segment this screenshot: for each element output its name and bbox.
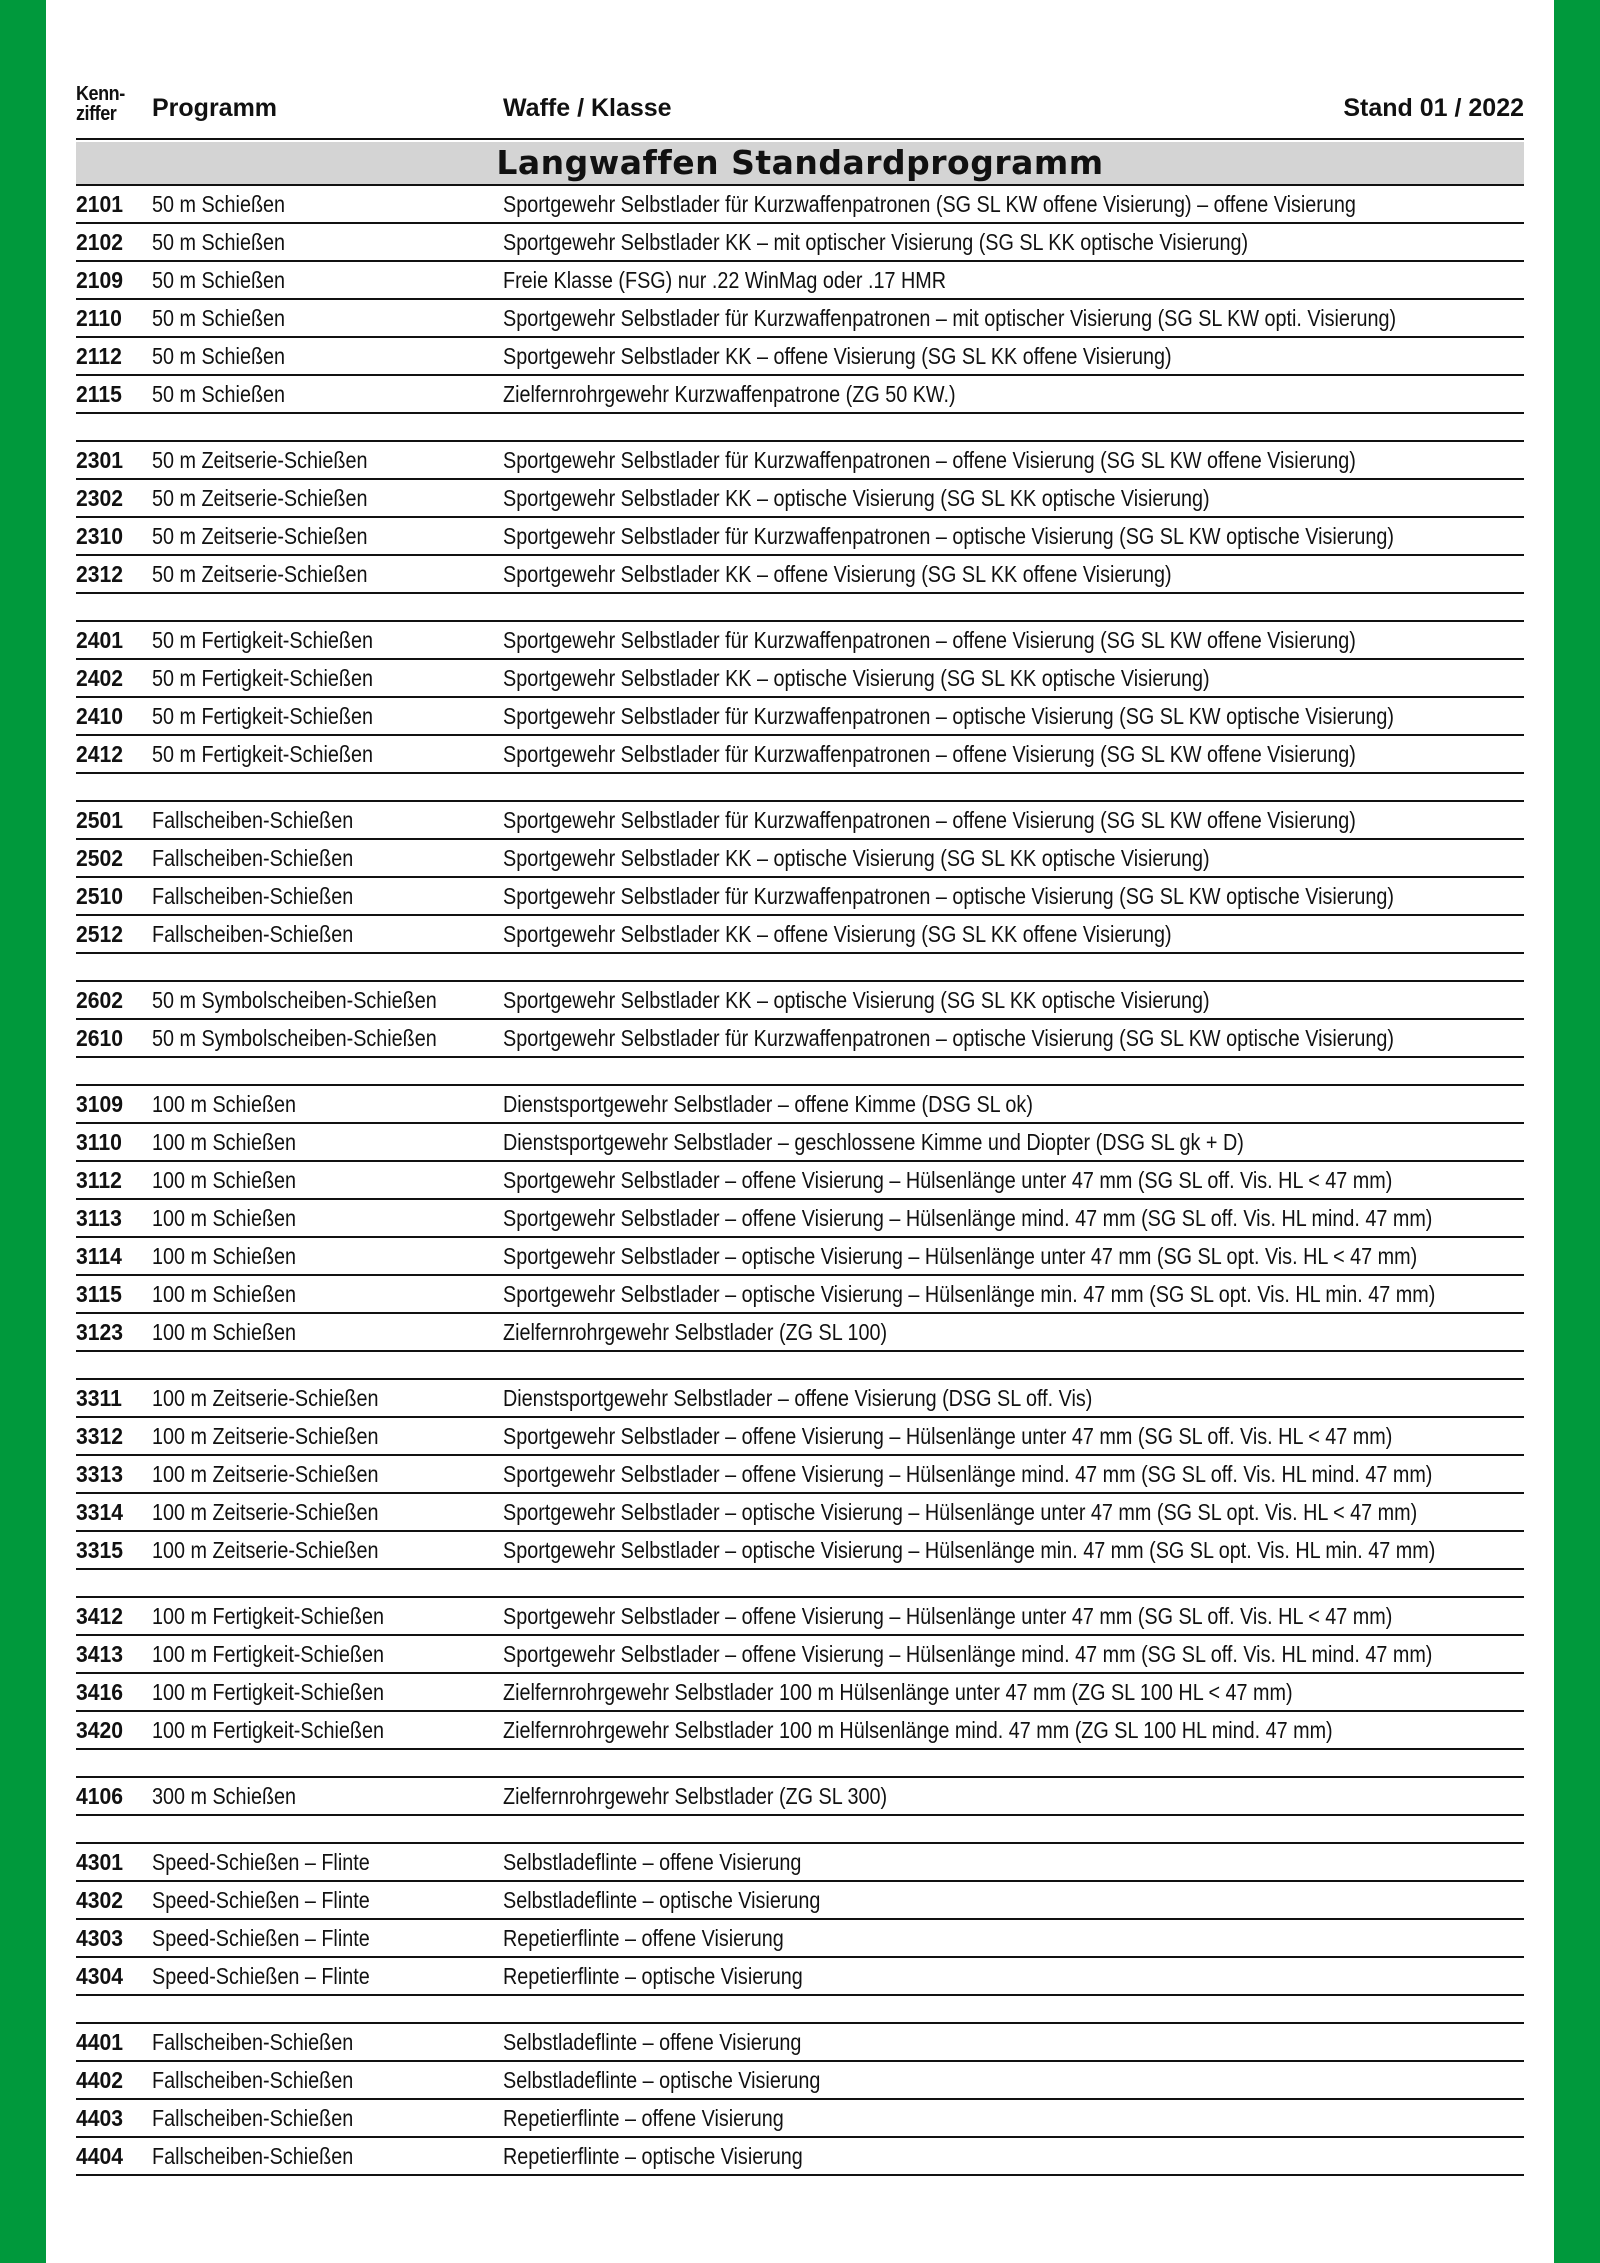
table-row <box>76 1276 1524 1314</box>
row-programm: Fallscheiben-Schießen <box>152 2104 354 2131</box>
row-programm: 100 m Zeitserie-Schießen <box>152 1498 379 1525</box>
row-waffe: Selbstladeflinte – offene Visierung <box>503 1848 802 1875</box>
row-waffe: Freie Klasse (FSG) nur .22 WinMag oder .17 HMR <box>503 266 946 293</box>
table-row <box>76 1712 1524 1750</box>
row-programm: 50 m Fertigkeit-Schießen <box>152 664 373 691</box>
row-programm: Speed-Schießen – Flinte <box>152 1886 370 1913</box>
row-code: 2102 <box>76 228 124 255</box>
table-row <box>76 376 1524 414</box>
row-waffe: Dienstsportgewehr Selbstlader – offene Visierung (DSG SL off. Vis) <box>503 1384 1093 1411</box>
row-waffe: Sportgewehr Selbstlader für Kurzwaffenpatronen – optische Visierung (SG SL KW optische Visierung) <box>503 882 1394 909</box>
table-row <box>76 556 1524 594</box>
row-code: 3113 <box>76 1204 122 1231</box>
row-code: 2109 <box>76 266 124 293</box>
row-programm: 50 m Zeitserie-Schießen <box>152 446 368 473</box>
row-waffe: Sportgewehr Selbstlader – optische Visierung – Hülsenlänge min. 47 mm (SG SL opt. Vis. HL min. 47 mm) <box>503 1536 1436 1563</box>
section-banner: Langwaffen Standardprogramm <box>76 142 1524 186</box>
row-code: 2410 <box>76 702 124 729</box>
table-row <box>76 300 1524 338</box>
table-row <box>76 1162 1524 1200</box>
row-code: 3311 <box>76 1384 122 1411</box>
row-code: 3416 <box>76 1678 124 1705</box>
row-waffe: Sportgewehr Selbstlader KK – optische Visierung (SG SL KK optische Visierung) <box>503 484 1210 511</box>
row-waffe: Sportgewehr Selbstlader – offene Visierung – Hülsenlänge mind. 47 mm (SG SL off. Vis. HL mind. 47 mm) <box>503 1460 1433 1487</box>
row-code: 2512 <box>76 920 124 947</box>
row-code: 4303 <box>76 1924 124 1951</box>
row-programm: 50 m Schießen <box>152 304 286 331</box>
row-programm: 100 m Fertigkeit-Schießen <box>152 1678 384 1705</box>
header-programm: Programm <box>152 94 278 122</box>
row-code: 4106 <box>76 1782 124 1809</box>
row-waffe: Sportgewehr Selbstlader – optische Visierung – Hülsenlänge unter 47 mm (SG SL opt. Vis. HL < 47 mm) <box>503 1498 1418 1525</box>
row-code: 3112 <box>76 1166 122 1193</box>
row-programm: 50 m Fertigkeit-Schießen <box>152 702 373 729</box>
row-code: 2310 <box>76 522 124 549</box>
row-code: 4301 <box>76 1848 124 1875</box>
table-row <box>76 1418 1524 1456</box>
right-green-border <box>1554 0 1600 2263</box>
row-programm: Fallscheiben-Schießen <box>152 920 354 947</box>
row-programm: 100 m Schießen <box>152 1128 297 1155</box>
table-row <box>76 518 1524 556</box>
row-waffe: Sportgewehr Selbstlader für Kurzwaffenpatronen – offene Visierung (SG SL KW offene Visierung) <box>503 806 1356 833</box>
row-code: 3110 <box>76 1128 122 1155</box>
row-programm: 100 m Zeitserie-Schießen <box>152 1384 379 1411</box>
table-row <box>76 186 1524 224</box>
row-programm: 100 m Schießen <box>152 1242 297 1269</box>
row-programm: Fallscheiben-Schießen <box>152 844 354 871</box>
table-header <box>76 84 1524 140</box>
row-group <box>76 186 1524 414</box>
table-row <box>76 1124 1524 1162</box>
row-waffe: Sportgewehr Selbstlader – offene Visierung – Hülsenlänge unter 47 mm (SG SL off. Vis. HL < 47 mm) <box>503 1422 1393 1449</box>
row-code: 2302 <box>76 484 124 511</box>
table-row <box>76 736 1524 774</box>
row-programm: 50 m Symbolscheiben-Schießen <box>152 986 437 1013</box>
row-waffe: Sportgewehr Selbstlader – offene Visierung – Hülsenlänge mind. 47 mm (SG SL off. Vis. HL mind. 47 mm) <box>503 1640 1433 1667</box>
row-group <box>76 1776 1524 1816</box>
row-programm: 50 m Schießen <box>152 266 286 293</box>
row-waffe: Repetierflinte – offene Visierung <box>503 2104 784 2131</box>
row-waffe: Sportgewehr Selbstlader für Kurzwaffenpatronen – offene Visierung (SG SL KW offene Visierung) <box>503 740 1356 767</box>
table-row <box>76 982 1524 1020</box>
row-code: 2412 <box>76 740 124 767</box>
row-code: 2402 <box>76 664 124 691</box>
row-waffe: Dienstsportgewehr Selbstlader – offene Kimme (DSG SL ok) <box>503 1090 1033 1117</box>
table-row <box>76 1020 1524 1058</box>
row-group <box>76 1084 1524 1352</box>
row-code: 3315 <box>76 1536 124 1563</box>
row-programm: Fallscheiben-Schießen <box>152 2142 354 2169</box>
row-code: 2501 <box>76 806 124 833</box>
row-code: 2110 <box>76 304 122 331</box>
row-waffe: Repetierflinte – optische Visierung <box>503 2142 803 2169</box>
row-code: 2112 <box>76 342 122 369</box>
row-waffe: Zielfernrohrgewehr Selbstlader 100 m Hülsenlänge unter 47 mm (ZG SL 100 HL < 47 mm) <box>503 1678 1293 1705</box>
row-programm: 100 m Schießen <box>152 1318 297 1345</box>
row-programm: 50 m Schießen <box>152 190 286 217</box>
row-programm: Fallscheiben-Schießen <box>152 2066 354 2093</box>
row-code: 3413 <box>76 1640 124 1667</box>
row-programm: 50 m Schießen <box>152 380 286 407</box>
row-programm: 100 m Zeitserie-Schießen <box>152 1536 379 1563</box>
row-programm: 50 m Fertigkeit-Schießen <box>152 626 373 653</box>
row-waffe: Selbstladeflinte – offene Visierung <box>503 2028 802 2055</box>
row-code: 2115 <box>76 380 122 407</box>
row-programm: 100 m Zeitserie-Schießen <box>152 1460 379 1487</box>
row-programm: 50 m Schießen <box>152 342 286 369</box>
row-waffe: Sportgewehr Selbstlader für Kurzwaffenpatronen – optische Visierung (SG SL KW optische Visierung) <box>503 522 1394 549</box>
row-code: 3109 <box>76 1090 124 1117</box>
table-row <box>76 878 1524 916</box>
row-code: 4401 <box>76 2028 124 2055</box>
table-row <box>76 224 1524 262</box>
table-row <box>76 1314 1524 1352</box>
row-code: 3313 <box>76 1460 124 1487</box>
header-stand: Stand 01 / 2022 <box>1343 94 1524 122</box>
row-waffe: Sportgewehr Selbstlader KK – offene Visierung (SG SL KK offene Visierung) <box>503 920 1172 947</box>
row-waffe: Sportgewehr Selbstlader für Kurzwaffenpatronen – optische Visierung (SG SL KW optische Visierung) <box>503 1024 1394 1051</box>
table-row <box>76 1598 1524 1636</box>
left-green-border <box>0 0 46 2263</box>
row-programm: 100 m Schießen <box>152 1204 297 1231</box>
table-row <box>76 1494 1524 1532</box>
row-programm: Speed-Schießen – Flinte <box>152 1848 370 1875</box>
row-waffe: Sportgewehr Selbstlader für Kurzwaffenpatronen – mit optischer Visierung (SG SL KW opti. Visierung) <box>503 304 1397 331</box>
row-code: 3420 <box>76 1716 124 1743</box>
table-row <box>76 1200 1524 1238</box>
row-waffe: Sportgewehr Selbstlader KK – offene Visierung (SG SL KK offene Visierung) <box>503 342 1172 369</box>
row-code: 3114 <box>76 1242 122 1269</box>
table-row <box>76 698 1524 736</box>
row-programm: Fallscheiben-Schießen <box>152 2028 354 2055</box>
table-row <box>76 622 1524 660</box>
row-code: 2312 <box>76 560 124 587</box>
row-programm: Speed-Schießen – Flinte <box>152 1962 370 1989</box>
row-programm: 100 m Fertigkeit-Schießen <box>152 1716 384 1743</box>
table-row <box>76 2024 1524 2062</box>
header-waffe-klasse: Waffe / Klasse <box>503 94 672 122</box>
table-row <box>76 2100 1524 2138</box>
table-row <box>76 802 1524 840</box>
row-group <box>76 440 1524 594</box>
row-waffe: Sportgewehr Selbstlader für Kurzwaffenpatronen (SG SL KW offene Visierung) – offene Visierung <box>503 190 1356 217</box>
row-code: 2510 <box>76 882 124 909</box>
row-waffe: Repetierflinte – optische Visierung <box>503 1962 803 1989</box>
row-waffe: Sportgewehr Selbstlader für Kurzwaffenpatronen – offene Visierung (SG SL KW offene Visierung) <box>503 626 1356 653</box>
table-row <box>76 1778 1524 1816</box>
row-programm: 50 m Fertigkeit-Schießen <box>152 740 373 767</box>
table-row <box>76 1086 1524 1124</box>
row-waffe: Dienstsportgewehr Selbstlader – geschlossene Kimme und Diopter (DSG SL gk + D) <box>503 1128 1244 1155</box>
row-code: 2602 <box>76 986 124 1013</box>
row-code: 2502 <box>76 844 124 871</box>
row-code: 2301 <box>76 446 124 473</box>
row-programm: 50 m Symbolscheiben-Schießen <box>152 1024 437 1051</box>
row-waffe: Sportgewehr Selbstlader – optische Visierung – Hülsenlänge unter 47 mm (SG SL opt. Vis. HL < 47 mm) <box>503 1242 1418 1269</box>
row-code: 4402 <box>76 2066 124 2093</box>
row-waffe: Sportgewehr Selbstlader KK – optische Visierung (SG SL KK optische Visierung) <box>503 844 1210 871</box>
table-row <box>76 1456 1524 1494</box>
row-code: 3123 <box>76 1318 124 1345</box>
row-code: 4404 <box>76 2142 124 2169</box>
table-body <box>76 186 1524 2176</box>
row-code: 4403 <box>76 2104 124 2131</box>
table-row <box>76 262 1524 300</box>
row-group <box>76 980 1524 1058</box>
row-waffe: Zielfernrohrgewehr Selbstlader (ZG SL 300) <box>503 1782 888 1809</box>
table-row <box>76 2138 1524 2176</box>
row-waffe: Zielfernrohrgewehr Kurzwaffenpatrone (ZG 50 KW.) <box>503 380 956 407</box>
row-code: 2401 <box>76 626 124 653</box>
row-programm: Fallscheiben-Schießen <box>152 806 354 833</box>
row-waffe: Sportgewehr Selbstlader – optische Visierung – Hülsenlänge min. 47 mm (SG SL opt. Vis. HL min. 47 mm) <box>503 1280 1436 1307</box>
row-code: 4304 <box>76 1962 124 1989</box>
row-programm: Speed-Schießen – Flinte <box>152 1924 370 1951</box>
table-row <box>76 338 1524 376</box>
row-waffe: Repetierflinte – offene Visierung <box>503 1924 784 1951</box>
table-row <box>76 1636 1524 1674</box>
row-group <box>76 2022 1524 2176</box>
table-row <box>76 840 1524 878</box>
row-programm: 50 m Zeitserie-Schießen <box>152 484 368 511</box>
row-code: 3312 <box>76 1422 124 1449</box>
table-row <box>76 480 1524 518</box>
row-group <box>76 620 1524 774</box>
row-programm: Fallscheiben-Schießen <box>152 882 354 909</box>
table-row <box>76 1958 1524 1996</box>
table-row <box>76 1532 1524 1570</box>
row-group <box>76 1842 1524 1996</box>
row-waffe: Selbstladeflinte – optische Visierung <box>503 1886 821 1913</box>
table-row <box>76 1380 1524 1418</box>
row-programm: 100 m Fertigkeit-Schießen <box>152 1602 384 1629</box>
row-code: 3314 <box>76 1498 124 1525</box>
row-code: 3412 <box>76 1602 124 1629</box>
header-kenn-line2: ziffer <box>76 103 117 125</box>
row-waffe: Sportgewehr Selbstlader – offene Visierung – Hülsenlänge mind. 47 mm (SG SL off. Vis. HL mind. 47 mm) <box>503 1204 1433 1231</box>
table-row <box>76 1238 1524 1276</box>
row-programm: 300 m Schießen <box>152 1782 297 1809</box>
table-row <box>76 2062 1524 2100</box>
row-programm: 50 m Zeitserie-Schießen <box>152 522 368 549</box>
row-programm: 100 m Schießen <box>152 1090 297 1117</box>
row-group <box>76 800 1524 954</box>
row-waffe: Sportgewehr Selbstlader für Kurzwaffenpatronen – offene Visierung (SG SL KW offene Visierung) <box>503 446 1356 473</box>
row-waffe: Sportgewehr Selbstlader KK – mit optischer Visierung (SG SL KK optische Visierung) <box>503 228 1249 255</box>
table-row <box>76 660 1524 698</box>
row-waffe: Sportgewehr Selbstlader – offene Visierung – Hülsenlänge unter 47 mm (SG SL off. Vis. HL < 47 mm) <box>503 1602 1393 1629</box>
row-waffe: Zielfernrohrgewehr Selbstlader 100 m Hülsenlänge mind. 47 mm (ZG SL 100 HL mind. 47 mm) <box>503 1716 1333 1743</box>
row-programm: 50 m Zeitserie-Schießen <box>152 560 368 587</box>
program-table <box>76 84 1524 2176</box>
row-waffe: Sportgewehr Selbstlader KK – offene Visierung (SG SL KK offene Visierung) <box>503 560 1172 587</box>
row-programm: 50 m Schießen <box>152 228 286 255</box>
row-waffe: Sportgewehr Selbstlader – offene Visierung – Hülsenlänge unter 47 mm (SG SL off. Vis. HL < 47 mm) <box>503 1166 1393 1193</box>
row-programm: 100 m Schießen <box>152 1166 297 1193</box>
row-group <box>76 1378 1524 1570</box>
row-programm: 100 m Schießen <box>152 1280 297 1307</box>
row-group <box>76 1596 1524 1750</box>
row-waffe: Sportgewehr Selbstlader KK – optische Visierung (SG SL KK optische Visierung) <box>503 986 1210 1013</box>
header-kennziffer <box>76 84 125 124</box>
table-row <box>76 1844 1524 1882</box>
table-row <box>76 916 1524 954</box>
row-programm: 100 m Zeitserie-Schießen <box>152 1422 379 1449</box>
row-code: 4302 <box>76 1886 124 1913</box>
row-programm: 100 m Fertigkeit-Schießen <box>152 1640 384 1667</box>
row-code: 3115 <box>76 1280 122 1307</box>
table-row <box>76 442 1524 480</box>
table-row <box>76 1920 1524 1958</box>
header-kenn-line1: Kenn- <box>76 83 125 105</box>
row-code: 2610 <box>76 1024 124 1051</box>
row-waffe: Sportgewehr Selbstlader für Kurzwaffenpatronen – optische Visierung (SG SL KW optische Visierung) <box>503 702 1394 729</box>
table-row <box>76 1674 1524 1712</box>
row-waffe: Sportgewehr Selbstlader KK – optische Visierung (SG SL KK optische Visierung) <box>503 664 1210 691</box>
table-row <box>76 1882 1524 1920</box>
row-code: 2101 <box>76 190 124 217</box>
row-waffe: Zielfernrohrgewehr Selbstlader (ZG SL 100) <box>503 1318 888 1345</box>
row-waffe: Selbstladeflinte – optische Visierung <box>503 2066 821 2093</box>
